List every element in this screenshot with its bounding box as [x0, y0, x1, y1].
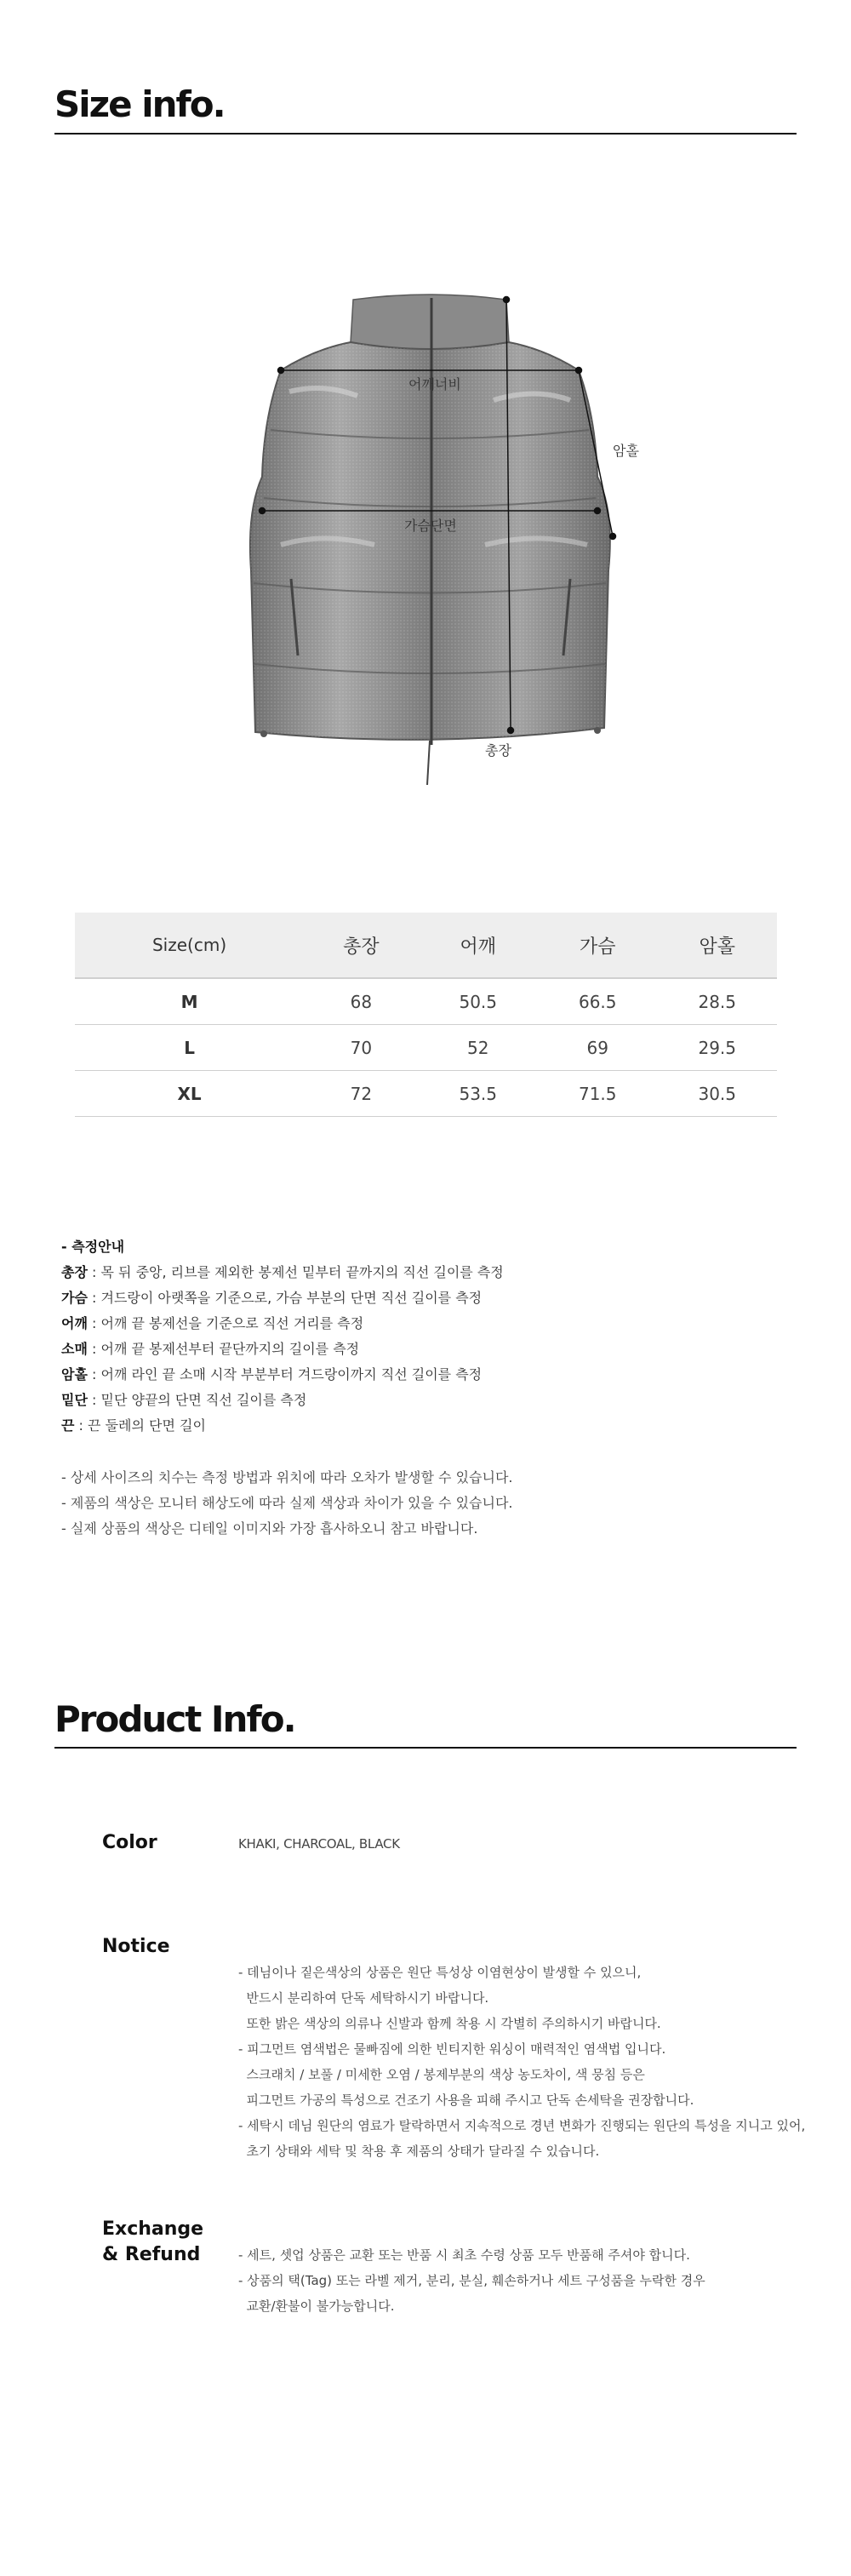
- notice-line: - 데님이나 짙은색상의 상품은 원단 특성상 이염현상이 발생할 수 있으니,: [238, 1965, 642, 1980]
- size-table-header: 가슴: [538, 913, 657, 978]
- vest-size-diagram: [230, 289, 639, 766]
- guide-item: [61, 1337, 504, 1362]
- guide-heading: - 측정안내: [61, 1239, 125, 1255]
- guide-term: 가슴: [61, 1290, 88, 1306]
- product-info-divider: [54, 1747, 797, 1749]
- size-table-header-row: [75, 913, 777, 978]
- table-cell: 50.5: [419, 978, 538, 1025]
- armhole-label: 암홀: [613, 443, 639, 459]
- exchange-line: - 세트, 셋업 상품은 교환 또는 반품 시 최초 수령 상품 모두 반품해 주셔야 합니다.: [238, 2247, 690, 2263]
- guide-desc: : 밑단 양끝의 단면 직선 길이를 측정: [87, 1392, 307, 1408]
- guide-desc: : 어깨 끝 봉제선부터 끝단까지의 길이를 측정: [87, 1341, 360, 1357]
- color-value: KHAKI, CHARCOAL, BLACK: [238, 1836, 400, 1852]
- size-info-divider: [54, 133, 797, 135]
- guide-term: 암홀: [61, 1366, 88, 1382]
- guide-desc: : 어깨 끝 봉제선을 기준으로 직선 거리를 측정: [87, 1315, 364, 1331]
- table-cell: 52: [419, 1025, 538, 1071]
- guide-item: [61, 1413, 504, 1439]
- guide-term: 밑단: [61, 1392, 88, 1408]
- guide-desc: : 어깨 라인 끝 소매 시작 부분부터 겨드랑이까지 직선 길이를 측정: [87, 1366, 483, 1382]
- notice-line: 또한 밝은 색상의 의류나 신발과 함께 착용 시 각별히 주의하시기 바랍니다.: [238, 2016, 661, 2031]
- table-cell: 70: [304, 1025, 418, 1071]
- table-cell: 68: [304, 978, 418, 1025]
- table-row: [75, 978, 777, 1025]
- table-cell: 69: [538, 1025, 657, 1071]
- guide-desc: : 겨드랑이 아랫쪽을 기준으로, 가슴 부분의 단면 직선 길이를 측정: [87, 1290, 483, 1306]
- size-table: [75, 913, 777, 1117]
- size-table-header: Size(cm): [75, 913, 304, 978]
- table-cell: 53.5: [419, 1071, 538, 1117]
- note-line: - 상세 사이즈의 치수는 측정 방법과 위치에 따라 오차가 발생할 수 있습니다.: [61, 1469, 513, 1485]
- guide-term: 소매: [61, 1341, 88, 1357]
- notice-line: 반드시 분리하여 단독 세탁하시기 바랍니다.: [238, 1990, 489, 2006]
- notice-text: [238, 1934, 805, 2190]
- size-notes: [61, 1465, 513, 1542]
- guide-item: [61, 1388, 504, 1413]
- table-row: [75, 1025, 777, 1071]
- notice-line: - 세탁시 데님 원단의 염료가 탈락하면서 지속적으로 경년 변화가 진행되는 원단의 특성을 지니고 있어,: [238, 2118, 806, 2133]
- notice-line: - 피그먼트 염색법은 물빠짐에 의한 빈티지한 워싱이 매력적인 염색법 입니다.: [238, 2041, 666, 2057]
- size-cell: L: [75, 1025, 304, 1071]
- table-row: [75, 1071, 777, 1117]
- guide-item: [61, 1260, 504, 1285]
- table-cell: 71.5: [538, 1071, 657, 1117]
- exchange-label-line: Exchange: [102, 2218, 204, 2240]
- shoulder-width-label: 어깨너비: [408, 376, 461, 392]
- note-line: - 제품의 색상은 모니터 해상도에 따라 실제 색상과 차이가 있을 수 있습니다.: [61, 1495, 513, 1511]
- exchange-line: 교환/환불이 불가능합니다.: [238, 2298, 395, 2314]
- size-info-title: Size info.: [54, 83, 225, 125]
- guide-term: 끈: [61, 1417, 75, 1434]
- table-cell: 66.5: [538, 978, 657, 1025]
- exchange-refund-label: [102, 2217, 203, 2268]
- exchange-text: [238, 2217, 705, 2344]
- table-cell: 29.5: [657, 1025, 777, 1071]
- table-cell: 28.5: [657, 978, 777, 1025]
- guide-item: [61, 1285, 504, 1311]
- notice-line: 스크래치 / 보풀 / 미세한 오염 / 봉제부분의 색상 농도차이, 색 뭉침 등은: [238, 2067, 645, 2082]
- size-cell: M: [75, 978, 304, 1025]
- guide-desc: : 끈 둘레의 단면 길이: [74, 1417, 206, 1434]
- guide-item: [61, 1362, 504, 1388]
- vest-illustration: [250, 295, 610, 785]
- guide-item: [61, 1311, 504, 1337]
- measurement-guide: [61, 1234, 504, 1439]
- size-table-header: 암홀: [657, 913, 777, 978]
- exchange-line: - 상품의 택(Tag) 또는 라벨 제거, 분리, 분실, 훼손하거나 세트 구성품을 누락한 경우: [238, 2273, 705, 2288]
- guide-term: 총장: [61, 1264, 88, 1280]
- note-line: - 실제 상품의 색상은 디테일 이미지와 가장 흡사하오니 참고 바랍니다.: [61, 1520, 478, 1537]
- refund-label-line: & Refund: [102, 2244, 201, 2265]
- guide-desc: : 목 뒤 중앙, 리브를 제외한 봉제선 밑부터 끝까지의 직선 길이를 측정: [87, 1264, 504, 1280]
- product-info-title: Product Info.: [54, 1698, 295, 1740]
- size-cell: XL: [75, 1071, 304, 1117]
- table-cell: 30.5: [657, 1071, 777, 1117]
- notice-line: 초기 상태와 세탁 및 착용 후 제품의 상태가 달라질 수 있습니다.: [238, 2144, 600, 2159]
- size-table-header: 어깨: [419, 913, 538, 978]
- notice-label: Notice: [102, 1936, 170, 1957]
- guide-term: 어깨: [61, 1315, 88, 1331]
- notice-line: 피그먼트 가공의 특성으로 건조기 사용을 피해 주시고 단독 손세탁을 권장합니다.: [238, 2092, 694, 2108]
- chest-width-label: 가슴단면: [404, 518, 457, 534]
- total-length-label: 총장: [485, 742, 511, 758]
- color-label: Color: [102, 1832, 157, 1853]
- size-table-header: 총장: [304, 913, 418, 978]
- table-cell: 72: [304, 1071, 418, 1117]
